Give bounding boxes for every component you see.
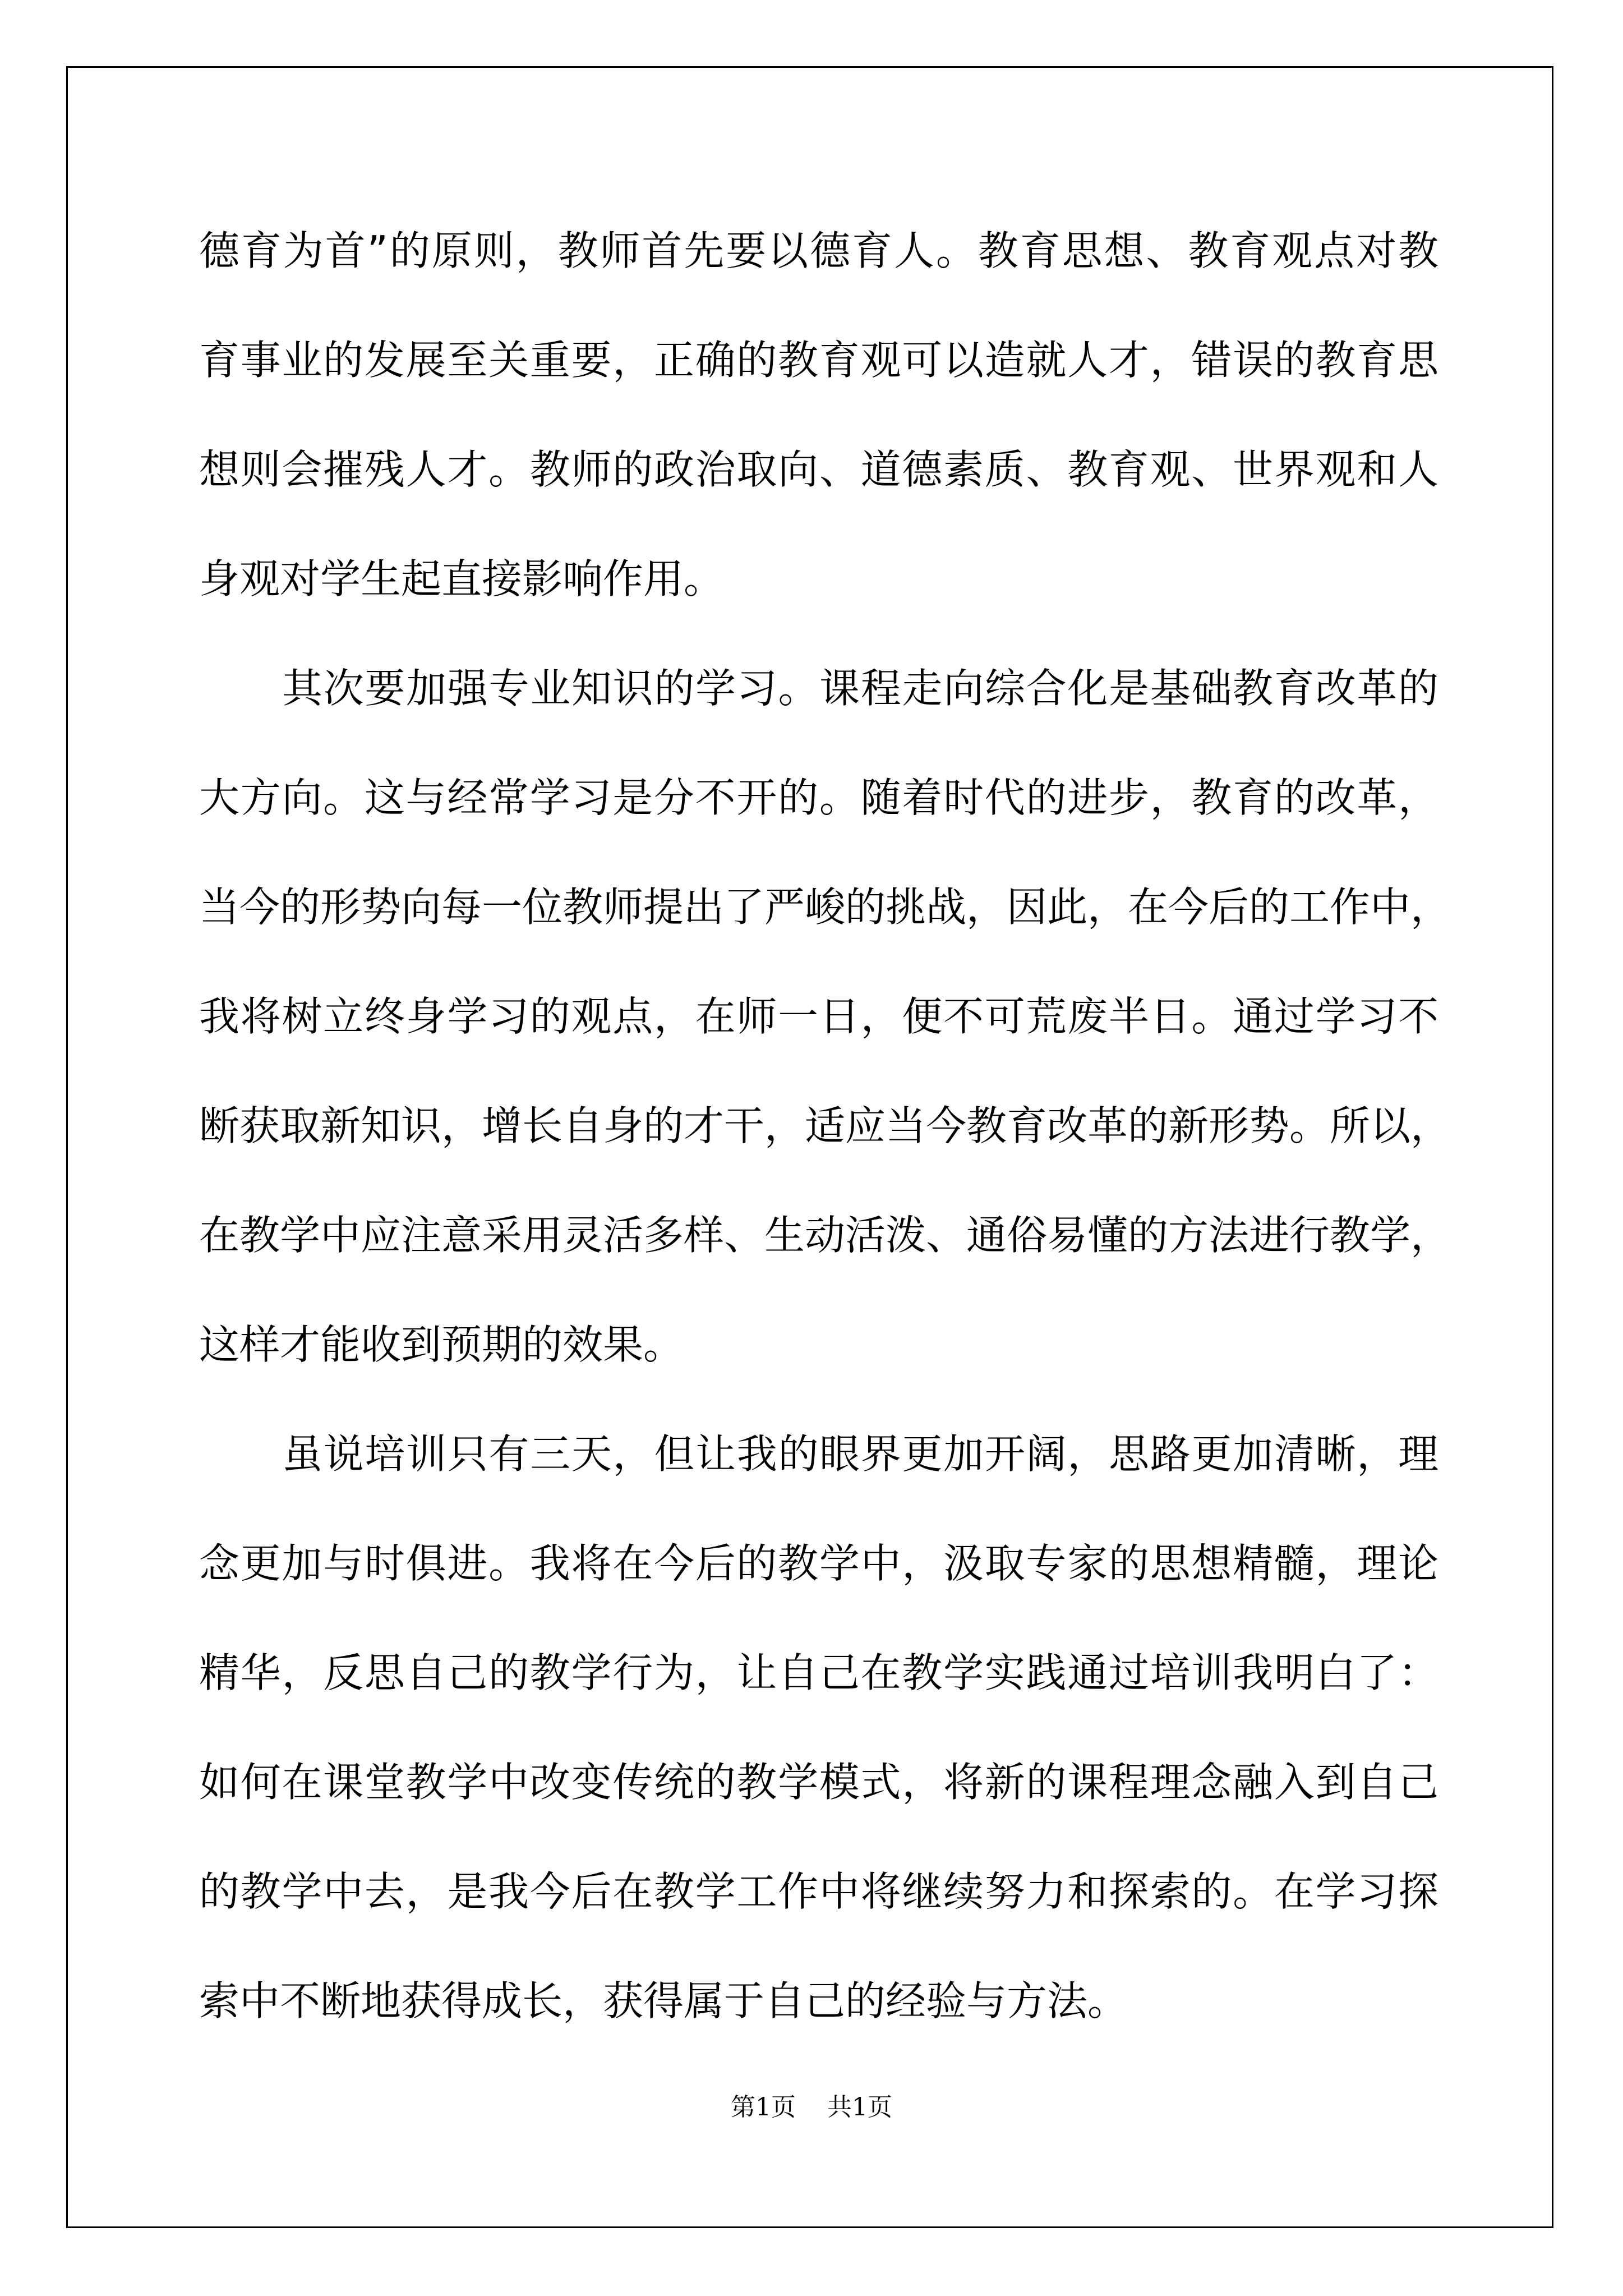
page-number: 第1页: [731, 2093, 796, 2122]
paragraph-2-line-4: 我将树立终身学习的观点，在师一日，便不可荒废半日。通过学习不: [199, 993, 1438, 1040]
paragraph-2-line-3: 当今的形势向每一位教师提出了严峻的挑战，因此，在今后的工作中，: [199, 884, 1451, 931]
page-total: 共1页: [827, 2093, 892, 2122]
paragraph-3-line-6: 索中不断地获得成长，获得属于自己的经验与方法。: [199, 1977, 1128, 2024]
paragraph-3-line-3: 精华，反思自己的教学行为，让自己在教学实践通过培训我明白了：: [199, 1649, 1438, 1696]
paragraph-3-line-5: 的教学中去，是我今后在教学工作中将继续努力和探索的。在学习探: [199, 1868, 1438, 1915]
paragraph-2-line-6: 在教学中应注意采用灵活多样、生动活泼、通俗易懂的方法进行教学，: [199, 1212, 1451, 1259]
paragraph-3-line-1: 虽说培训只有三天，但让我的眼界更加开阔，思路更加清晰，理: [282, 1430, 1438, 1478]
paragraph-3-line-2: 念更加与时俱进。我将在今后的教学中，汲取专家的思想精髓，理论: [199, 1540, 1438, 1587]
paragraph-3-line-4: 如何在课堂教学中改变传统的教学模式，将新的课程理念融入到自己: [199, 1759, 1438, 1806]
paragraph-2-line-1: 其次要加强专业知识的学习。课程走向综合化是基础教育改革的: [282, 665, 1438, 712]
paragraph-1-line-4: 身观对学生起直接影响作用。: [199, 555, 725, 602]
paragraph-1-line-1: 德育为首”的原则，教师首先要以德育人。教育思想、教育观点对教: [199, 227, 1438, 274]
paragraph-2-line-7: 这样才能收到预期的效果。: [199, 1321, 684, 1368]
paragraph-1-line-3: 想则会摧残人才。教师的政治取向、道德素质、教育观、世界观和人: [199, 446, 1438, 493]
paragraph-2-line-2: 大方向。这与经常学习是分不开的。随着时代的进步，教育的改革，: [199, 774, 1438, 821]
paragraph-1-line-2: 育事业的发展至关重要，正确的教育观可以造就人才，错误的教育思: [199, 337, 1438, 384]
paragraph-2-line-5: 断获取新知识，增长自身的才干，适应当今教育改革的新形势。所以，: [199, 1102, 1451, 1149]
page-footer: [0, 2087, 1623, 2123]
